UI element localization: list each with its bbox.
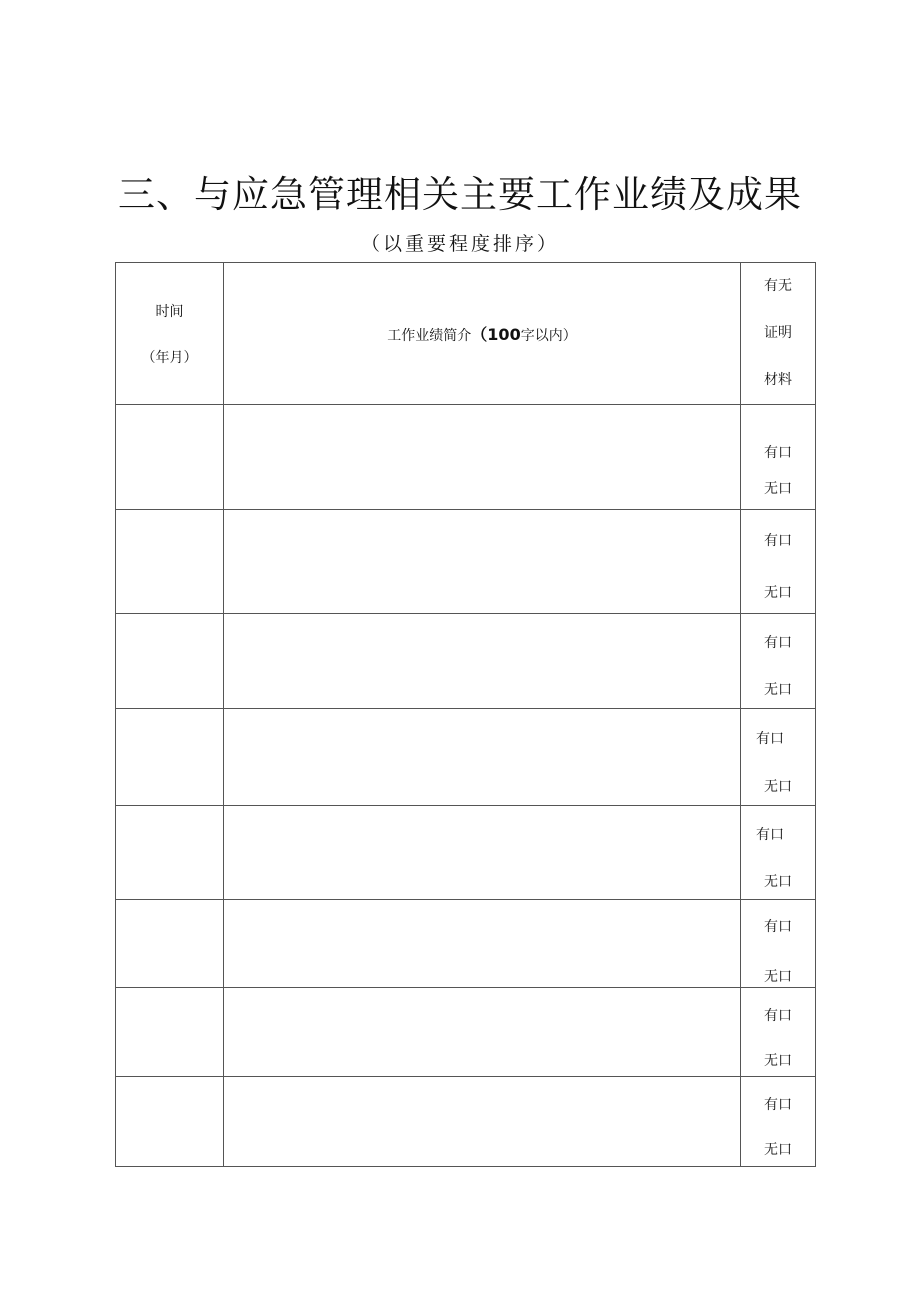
proof-no-option[interactable]: 无口 (764, 779, 792, 795)
proof-no-option[interactable]: 无口 (764, 1053, 792, 1069)
time-header-label: 时间 (155, 303, 184, 320)
proof-cell (741, 405, 816, 510)
table-header-row (116, 263, 816, 405)
proof-no-option[interactable]: 无口 (764, 682, 792, 698)
description-cell[interactable] (224, 709, 741, 806)
proof-cell (741, 614, 816, 709)
description-header-label: 工作业绩简介 (387, 328, 472, 344)
proof-yes-option[interactable]: 有口 (764, 533, 792, 549)
proof-yes-option[interactable]: 有口 (764, 445, 792, 461)
proof-header-line3: 材料 (764, 372, 792, 388)
time-cell[interactable] (116, 900, 224, 988)
time-header (116, 263, 224, 405)
proof-no-option[interactable]: 无口 (764, 874, 792, 890)
time-header-unit: （年月） (141, 349, 198, 366)
proof-cell (741, 510, 816, 614)
description-cell[interactable] (224, 614, 741, 709)
description-header (224, 263, 741, 405)
table-row (116, 709, 816, 806)
description-cell[interactable] (224, 405, 741, 510)
proof-no-option[interactable]: 无口 (764, 1142, 792, 1158)
proof-header-line2: 证明 (764, 325, 792, 341)
proof-yes-option[interactable]: 有口 (756, 827, 784, 843)
time-cell[interactable] (116, 806, 224, 900)
page-subtitle: （以重要程度排序） (360, 233, 559, 255)
proof-yes-option[interactable]: 有口 (764, 1008, 792, 1024)
time-cell[interactable] (116, 709, 224, 806)
table-row (116, 900, 816, 988)
page-title: 三、与应急管理相关主要工作业绩及成果 (118, 173, 802, 216)
table-row (116, 1077, 816, 1167)
achievements-table (115, 262, 816, 1167)
description-header-limit: （100 (471, 325, 521, 344)
proof-cell (741, 988, 816, 1077)
description-header-suffix: 字以内） (520, 328, 577, 344)
proof-cell (741, 900, 816, 988)
table-row (116, 405, 816, 510)
description-cell[interactable] (224, 510, 741, 614)
proof-header (741, 263, 816, 405)
proof-header-line1: 有无 (764, 278, 792, 294)
time-cell[interactable] (116, 405, 224, 510)
proof-cell (741, 1077, 816, 1167)
proof-yes-option[interactable]: 有口 (764, 635, 792, 651)
proof-no-option[interactable]: 无口 (764, 481, 792, 497)
proof-cell (741, 709, 816, 806)
table-row (116, 510, 816, 614)
description-cell[interactable] (224, 1077, 741, 1167)
proof-no-option[interactable]: 无口 (764, 969, 792, 985)
time-cell[interactable] (116, 1077, 224, 1167)
proof-yes-option[interactable]: 有口 (764, 919, 792, 935)
time-cell[interactable] (116, 614, 224, 709)
table-row (116, 806, 816, 900)
time-cell[interactable] (116, 510, 224, 614)
description-cell[interactable] (224, 988, 741, 1077)
proof-no-option[interactable]: 无口 (764, 585, 792, 601)
description-cell[interactable] (224, 806, 741, 900)
description-cell[interactable] (224, 900, 741, 988)
table-row (116, 614, 816, 709)
proof-cell (741, 806, 816, 900)
proof-yes-option[interactable]: 有口 (756, 731, 784, 747)
time-cell[interactable] (116, 988, 224, 1077)
table-row (116, 988, 816, 1077)
proof-yes-option[interactable]: 有口 (764, 1097, 792, 1113)
